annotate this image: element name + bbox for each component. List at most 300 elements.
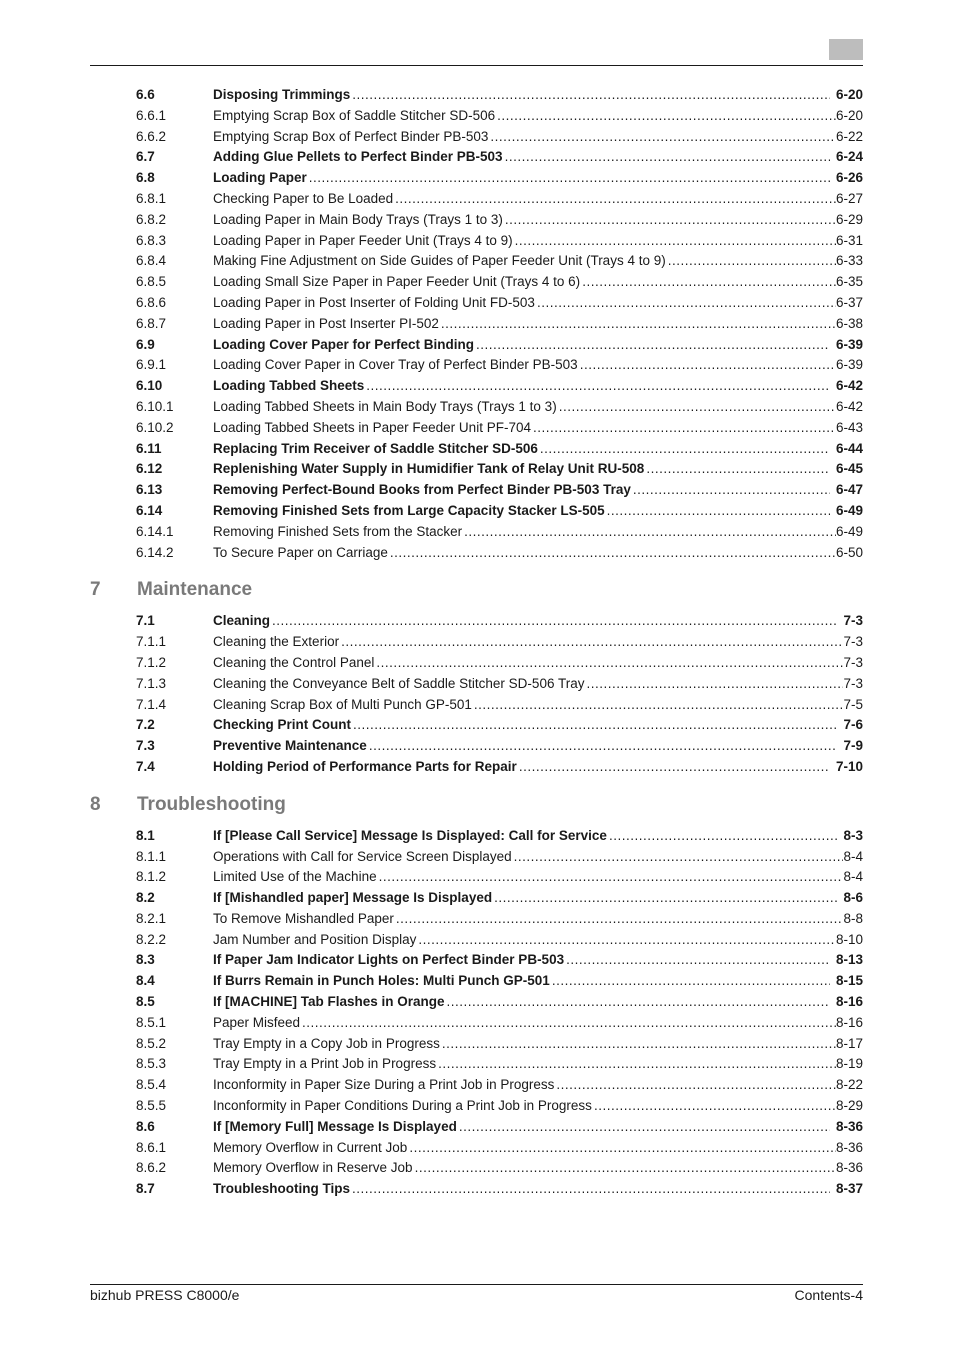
toc-entry[interactable] [0,189,954,210]
toc-entry[interactable] [0,1117,954,1138]
dot-leader [519,757,830,778]
toc-entry-line [213,272,863,293]
dot-leader [490,127,836,148]
dot-leader [309,168,830,189]
toc-entry-title: Removing Perfect-Bound Books from Perfect Binder PB-503 Tray [213,482,631,498]
toc-entry-number: 6.10.2 [136,419,174,435]
toc-entry-title: Tray Empty in a Print Job in Progress [213,1056,437,1072]
toc-entry-page: 8-36 [835,1160,863,1176]
toc-entry-page: 7-3 [843,613,863,629]
toc-entry-title: Adding Glue Pellets to Perfect Binder PB-503 [213,149,503,165]
toc-entry[interactable] [0,695,954,716]
toc-entry-page: 8-13 [835,952,863,968]
toc-entry-number: 7.4 [136,758,155,774]
dot-leader [556,1075,836,1096]
toc-entry-title: Loading Paper in Post Inserter PI-502 [213,315,439,331]
toc-entry[interactable] [0,888,954,909]
toc-entry-page: 6-24 [835,149,863,165]
toc-entry-title: Replacing Trim Receiver of Saddle Stitcher SD-506 [213,440,538,456]
toc-entry-title: If [Mishandled paper] Message Is Displayed [213,890,493,906]
toc-entry-page: 8-22 [835,1077,863,1093]
toc-entry[interactable] [0,736,954,757]
toc-entry-line [213,888,863,909]
toc-entry-page: 8-19 [835,1056,863,1072]
toc-entry[interactable] [0,314,954,335]
dot-leader [514,847,844,868]
toc-entry-line [213,418,863,439]
toc-entry-page: 7-9 [843,738,863,754]
toc-entry[interactable] [0,355,954,376]
toc-entry-number: 8.1.2 [136,869,167,885]
toc-entry-number: 7.1.3 [136,675,167,691]
toc-entry-page: 7-6 [843,717,863,733]
toc-entry-title: Operations with Call for Service Screen Displayed [213,848,512,864]
dot-leader [409,1138,836,1159]
toc-entry-number: 8.4 [136,973,155,989]
toc-entry-number: 6.14.1 [136,523,174,539]
toc-entry-page: 7-3 [843,654,863,670]
dot-leader [668,251,836,272]
toc-entry-number: 6.8.3 [136,232,167,248]
dot-leader [438,1054,836,1075]
toc-entry-line [213,736,863,757]
toc-entry[interactable] [0,930,954,951]
toc-entry-page: 6-26 [835,170,863,186]
toc-entry-title: To Secure Paper on Carriage [213,544,388,560]
toc-entry-line [213,293,863,314]
toc-entry[interactable] [0,127,954,148]
toc-entry[interactable] [0,971,954,992]
dot-leader [515,231,836,252]
dot-leader [352,85,830,106]
toc-entry[interactable] [0,272,954,293]
toc-entry-number: 6.12 [136,461,163,477]
dot-leader [272,611,837,632]
toc-entry-title: Removing Finished Sets from Large Capacity Stacker LS-505 [213,502,605,518]
toc-entry-number: 6.14 [136,502,163,518]
dot-leader [497,106,836,127]
toc-entry-number: 8.7 [136,1181,155,1197]
toc-entry-page: 8-29 [835,1098,863,1114]
toc-entry-title: Checking Print Count [213,717,351,733]
toc-entry-title: Replenishing Water Supply in Humidifier Tank of Relay Unit RU-508 [213,461,645,477]
toc-entry[interactable] [0,909,954,930]
toc-entry-line [213,376,863,397]
toc-entry-title: Cleaning the Exterior [213,634,340,650]
footer-product-name: bizhub PRESS C8000/e [90,1287,240,1303]
toc-entry-page: 8-3 [843,827,863,843]
toc-entry-number: 8.1.1 [136,848,167,864]
toc-entry[interactable] [0,653,954,674]
toc-entry-number: 8.5.2 [136,1035,167,1051]
dot-leader [494,888,837,909]
toc-entry-page: 7-3 [843,634,863,650]
toc-entry-title: Cleaning Scrap Box of Multi Punch GP-501 [213,696,472,712]
toc-entry-page: 7-10 [835,758,863,774]
dot-leader [505,147,830,168]
toc-entry-number: 6.8.2 [136,211,167,227]
dot-leader [353,715,837,736]
toc-entry-title: If [Please Call Service] Message Is Displayed: Call for Service [213,827,607,843]
dot-leader [376,653,843,674]
toc-entry-line [213,757,863,778]
toc-entry-page: 6-20 [835,107,863,123]
toc-entry-page: 6-22 [835,128,863,144]
toc-entry-title: Disposing Trimmings [213,87,351,102]
toc-entry-title: Loading Paper [213,170,307,186]
dot-leader [533,418,836,439]
toc-entry-number: 8.5.3 [136,1056,167,1072]
toc-entry-line [213,189,863,210]
toc-entry-number: 8.5.4 [136,1077,167,1093]
header-tab-marker [829,39,863,60]
toc-entry-page: 7-5 [843,696,863,712]
chapter-heading [0,788,954,826]
toc-entry-line [213,715,863,736]
toc-entry-line [213,1179,863,1200]
toc-entry-number: 7.1.4 [136,696,167,712]
toc-entry-number: 8.3 [136,952,155,968]
toc-entry-title: Loading Tabbed Sheets in Main Body Trays (Trays 1 to 3) [213,398,557,414]
toc-entry[interactable] [0,1179,954,1200]
toc-entry-number: 8.6.1 [136,1139,167,1155]
dot-leader [366,376,830,397]
toc-entry-page: 6-35 [835,274,863,290]
toc-entry-page: 8-36 [835,1118,863,1134]
toc-entry-page: 6-20 [835,87,863,102]
toc-entry-title: Memory Overflow in Reserve Job [213,1160,413,1176]
toc-entry-title: Loading Paper in Post Inserter of Folding Unit FD-503 [213,294,535,310]
toc-entry-title: Tray Empty in a Copy Job in Progress [213,1035,440,1051]
toc-entry[interactable] [0,632,954,653]
toc-entry-title: Cleaning the Control Panel [213,654,375,670]
toc-entry-page: 6-50 [835,544,863,560]
toc-entry-number: 6.6 [136,87,155,102]
toc-entry[interactable] [0,1138,954,1159]
toc-entry-title: Removing Finished Sets from the Stacker [213,523,463,539]
toc-entry-line [213,1096,863,1117]
toc-entry-title: Memory Overflow in Current Job [213,1139,408,1155]
toc-entry-title: Checking Paper to Be Loaded [213,190,394,206]
toc-entry[interactable] [0,147,954,168]
dot-leader [459,1117,830,1138]
chapter-title: Troubleshooting [137,793,286,815]
toc-entry-title: If Paper Jam Indicator Lights on Perfect Binder PB-503 [213,952,565,968]
toc-entry-title: Limited Use of the Machine [213,869,377,885]
dot-leader [566,950,830,971]
toc-entry-line [213,674,863,695]
toc-entry-number: 6.8.6 [136,294,167,310]
toc-entry-page: 6-27 [835,190,863,206]
toc-entry-number: 7.3 [136,738,155,754]
dot-leader [418,930,836,951]
toc-entry[interactable] [0,1158,954,1179]
toc-entry-title: Inconformity in Paper Conditions During a Print Job in Progress [213,1098,592,1114]
toc-entry[interactable] [0,1054,954,1075]
toc-entry-page: 6-45 [835,461,863,477]
toc-entry[interactable] [0,251,954,272]
dot-leader [580,355,836,376]
toc-entry-line [213,314,863,335]
toc-entry-page: 8-17 [835,1035,863,1051]
toc-entry-line [213,1013,863,1034]
toc-entry-line [213,653,863,674]
toc-entry-page: 6-44 [835,440,863,456]
toc-entry-number: 6.7 [136,149,155,165]
toc-entry-line [213,459,863,480]
toc-entry-line [213,543,863,564]
toc-entry-number: 6.11 [136,440,162,456]
toc-entry-page: 7-3 [843,675,863,691]
toc-entry[interactable] [0,1013,954,1034]
dot-leader [302,1013,836,1034]
toc-entry-title: If [MACHINE] Tab Flashes in Orange [213,994,445,1010]
dot-leader [379,867,844,888]
toc-entry-number: 6.8.4 [136,253,167,269]
toc-entry-title: Loading Tabbed Sheets [213,378,365,394]
header-rule [90,65,863,66]
toc-entry[interactable] [0,418,954,439]
dot-leader [474,695,844,716]
toc-entry-line [213,847,863,868]
toc-entry-line [213,251,863,272]
toc-entry-line [213,147,863,168]
toc-entry[interactable] [0,376,954,397]
toc-entry-title: Paper Misfeed [213,1014,301,1030]
chapter-number: 8 [90,793,101,815]
toc-entry-number: 6.8 [136,170,155,186]
toc-entry[interactable] [0,992,954,1013]
footer-rule [90,1284,863,1285]
toc-entry-title: To Remove Mishandled Paper [213,910,394,926]
toc-entry-number: 7.1.2 [136,654,167,670]
toc-entry-number: 8.1 [136,827,155,843]
toc-entry-page: 8-37 [835,1181,863,1197]
toc-entry-page: 6-42 [835,378,863,394]
dot-leader [442,1034,836,1055]
dot-leader [586,674,843,695]
toc-entry[interactable] [0,611,954,632]
toc-entry[interactable] [0,397,954,418]
chapter-number: 7 [90,579,101,601]
toc-entry-line [213,168,863,189]
toc-entry-number: 6.8.7 [136,315,167,331]
toc-entry-title: Preventive Maintenance [213,738,367,754]
toc-entry[interactable] [0,522,954,543]
toc-entry-number: 6.8.1 [136,190,167,206]
dot-leader [646,459,830,480]
toc-entry-number: 8.5 [136,994,155,1010]
toc-entry-page: 6-37 [835,294,863,310]
toc-entry-number: 8.2.2 [136,931,167,947]
toc-entry-page: 8-15 [835,973,863,989]
toc-entry-title: Cleaning the Conveyance Belt of Saddle Stitcher SD-506 Tray [213,675,585,691]
toc-entry-line [213,611,863,632]
toc-entry-page: 8-16 [835,994,863,1010]
toc-entry-number: 6.10 [136,378,163,394]
toc-entry[interactable] [0,439,954,460]
toc-entry-number: 8.2 [136,890,155,906]
toc-entry-page: 6-39 [835,336,863,352]
toc-entry-line [213,1158,863,1179]
toc-entry-title: If [Memory Full] Message Is Displayed [213,1118,457,1134]
toc-entry-page: 8-6 [843,890,863,906]
toc-entry-line [213,1138,863,1159]
toc-entry-number: 6.10.1 [136,398,174,414]
toc-entry-line [213,1117,863,1138]
dot-leader [447,992,830,1013]
toc-entry[interactable] [0,85,954,106]
toc-entry-line [213,231,863,252]
toc-entry-number: 6.14.2 [136,544,174,560]
toc-entry-page: 6-47 [835,482,863,498]
toc-entry-number: 6.13 [136,482,163,498]
dot-leader [352,1179,830,1200]
dot-leader [476,335,830,356]
toc-entry-page: 8-36 [835,1139,863,1155]
table-of-contents [0,85,954,1200]
toc-entry[interactable] [0,715,954,736]
toc-entry[interactable] [0,757,954,778]
toc-entry[interactable] [0,168,954,189]
toc-entry-line [213,930,863,951]
toc-entry-line [213,355,863,376]
toc-entry[interactable] [0,1034,954,1055]
chapter-heading [0,573,954,611]
toc-entry-title: Holding Period of Performance Parts for Repair [213,758,517,774]
dot-leader [594,1096,836,1117]
toc-entry-line [213,992,863,1013]
toc-entry-title: Jam Number and Position Display [213,931,417,947]
toc-entry-line [213,632,863,653]
dot-leader [464,522,836,543]
toc-entry-number: 7.1.1 [136,634,167,650]
toc-entry-title: Loading Paper in Paper Feeder Unit (Trays 4 to 9) [213,232,513,248]
dot-leader [441,314,836,335]
toc-entry-line [213,867,863,888]
toc-entry-number: 8.5.1 [136,1014,167,1030]
dot-leader [415,1158,836,1179]
toc-entry-title: Cleaning [213,613,271,629]
toc-entry-line [213,439,863,460]
toc-entry-page: 6-33 [835,253,863,269]
toc-entry-page: 6-38 [835,315,863,331]
toc-entry-title: Troubleshooting Tips [213,1181,350,1197]
toc-entry-page: 8-10 [835,931,863,947]
toc-entry-line [213,85,863,106]
toc-entry-page: 6-29 [835,211,863,227]
toc-entry[interactable] [0,826,954,847]
dot-leader [540,439,830,460]
toc-entry-line [213,522,863,543]
toc-entry-title: Emptying Scrap Box of Saddle Stitcher SD-506 [213,107,496,123]
toc-entry[interactable] [0,501,954,522]
dot-leader [396,909,844,930]
toc-entry-number: 6.6.2 [136,128,167,144]
toc-entry[interactable] [0,1096,954,1117]
toc-entry-number: 7.2 [136,717,155,733]
dot-leader [609,826,838,847]
toc-entry-page: 6-39 [835,357,863,373]
toc-entry-title: Loading Small Size Paper in Paper Feeder Unit (Trays 4 to 6) [213,274,581,290]
toc-entry-line [213,1054,863,1075]
toc-entry[interactable] [0,950,954,971]
toc-entry-line [213,695,863,716]
toc-entry[interactable] [0,210,954,231]
toc-entry-title: Loading Cover Paper for Perfect Binding [213,336,475,352]
toc-entry-line [213,106,863,127]
toc-entry[interactable] [0,867,954,888]
toc-entry-number: 8.6 [136,1118,155,1134]
toc-entry[interactable] [0,480,954,501]
toc-entry-page: 6-42 [835,398,863,414]
toc-entry[interactable] [0,106,954,127]
toc-entry-title: Loading Tabbed Sheets in Paper Feeder Unit PF-704 [213,419,531,435]
dot-leader [505,210,836,231]
toc-entry-number: 6.9 [136,336,155,352]
toc-entry-number: 6.9.1 [136,357,167,373]
toc-entry-title: Loading Paper in Main Body Trays (Trays 1 to 3) [213,211,503,227]
toc-entry-page: 6-49 [835,502,863,518]
toc-entry-title: Making Fine Adjustment on Side Guides of Paper Feeder Unit (Trays 4 to 9) [213,253,666,269]
dot-leader [633,480,830,501]
dot-leader [552,971,830,992]
toc-entry-line [213,1075,863,1096]
toc-entry-line [213,127,863,148]
toc-entry-page: 6-49 [835,523,863,539]
toc-entry[interactable] [0,847,954,868]
dot-leader [369,736,838,757]
toc-entry-page: 8-16 [835,1014,863,1030]
toc-entry[interactable] [0,674,954,695]
toc-entry-number: 8.2.1 [136,910,167,926]
toc-entry-number: 6.6.1 [136,107,167,123]
dot-leader [390,543,836,564]
toc-entry-number: 8.5.5 [136,1098,167,1114]
toc-entry[interactable] [0,335,954,356]
chapter-title: Maintenance [137,579,253,601]
toc-entry-line [213,950,863,971]
toc-entry[interactable] [0,543,954,564]
dot-leader [607,501,830,522]
dot-leader [582,272,836,293]
toc-entry-page: 8-4 [843,848,863,864]
toc-entry-title: Inconformity in Paper Size During a Print Job in Progress [213,1077,555,1093]
toc-entry-title: Loading Cover Paper in Cover Tray of Perfect Binder PB-503 [213,357,578,373]
dot-leader [395,189,836,210]
dot-leader [537,293,836,314]
toc-entry-line [213,397,863,418]
toc-entry[interactable] [0,1075,954,1096]
toc-entry-number: 6.8.5 [136,274,167,290]
toc-entry[interactable] [0,293,954,314]
toc-entry-line [213,909,863,930]
toc-entry-line [213,1034,863,1055]
toc-entry-line [213,971,863,992]
toc-entry-number: 7.1 [136,613,155,629]
dot-leader [559,397,836,418]
toc-entry[interactable] [0,459,954,480]
toc-entry-page: 6-43 [835,419,863,435]
toc-entry-page: 6-31 [835,232,863,248]
toc-entry-line [213,210,863,231]
toc-entry-page: 8-8 [843,910,863,926]
dot-leader [341,632,843,653]
toc-entry[interactable] [0,231,954,252]
toc-entry-page: 8-4 [843,869,863,885]
toc-entry-number: 8.6.2 [136,1160,167,1176]
toc-entry-title: If Burrs Remain in Punch Holes: Multi Punch GP-501 [213,973,550,989]
